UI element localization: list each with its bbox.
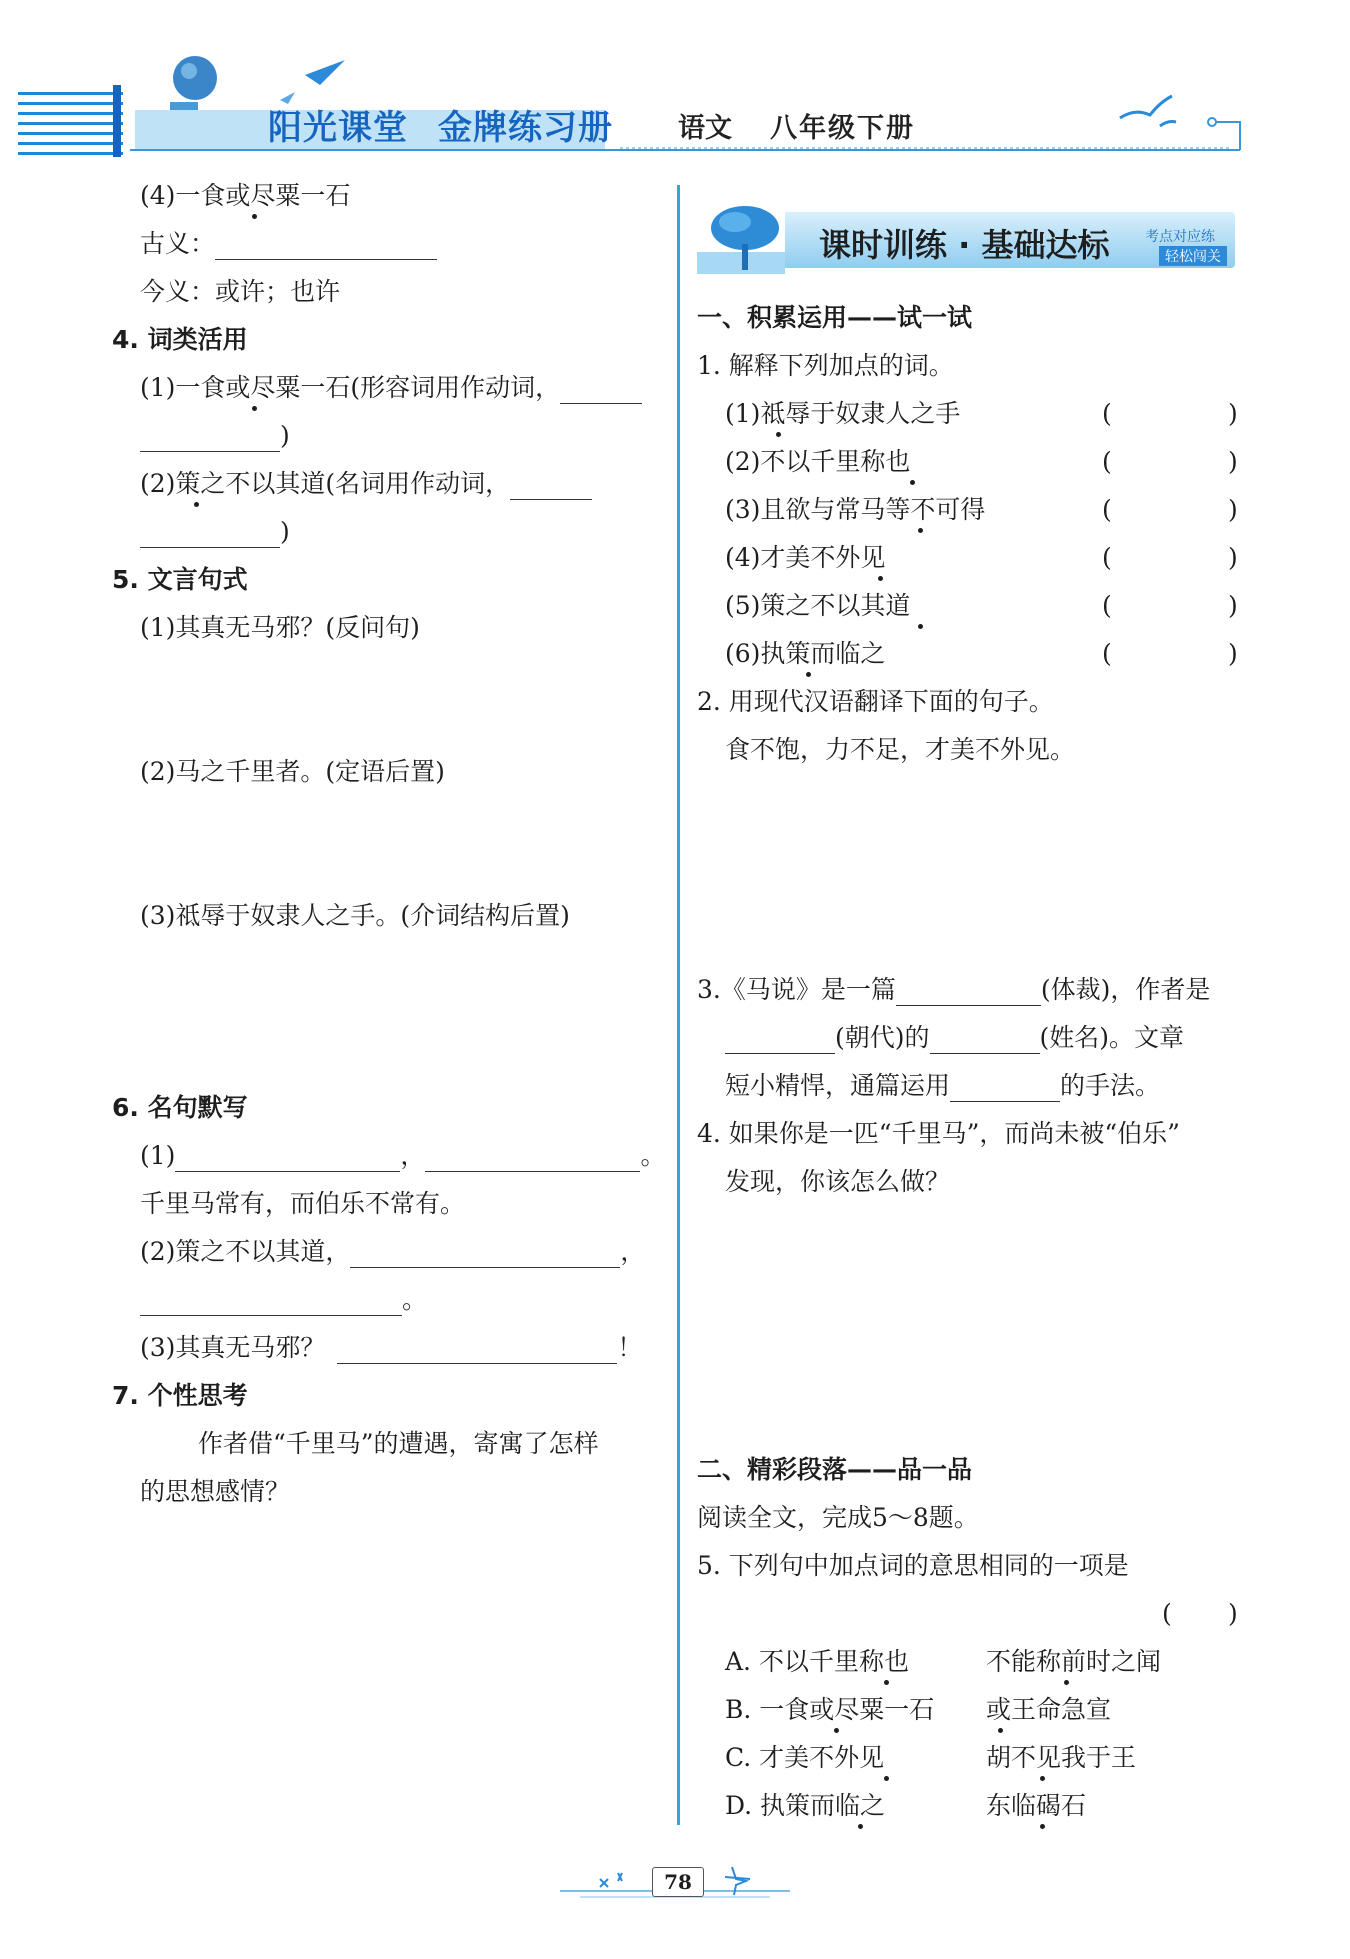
answer-paren-open[interactable]: ( — [1102, 495, 1112, 524]
answer-blank[interactable] — [337, 1337, 617, 1364]
answer-paren-open[interactable]: ( — [1162, 1599, 1172, 1628]
answer-blank[interactable] — [215, 233, 437, 260]
emphasis-dot — [252, 406, 257, 411]
page-footer — [540, 1855, 810, 1905]
q4-item4: (4)一食或尽粟一石 — [140, 181, 351, 210]
section-banner — [697, 200, 1237, 280]
r-q3-line1: 3.《马说》是一篇 (体裁)，作者是 — [697, 975, 1211, 1004]
q4-2: (2)策之不以其道(名词用作动词， — [140, 468, 592, 500]
answer-blank[interactable] — [140, 1289, 402, 1316]
emphasis-dot — [834, 1728, 839, 1733]
answer-paren-open[interactable]: ( — [1102, 591, 1112, 620]
q4-item4-gu: 古义： — [140, 228, 437, 260]
part2-intro: 阅读全文，完成5～8题。 — [697, 1503, 979, 1532]
answer-blank[interactable] — [950, 1075, 1060, 1102]
q6-2: (2)策之不以其道， ， — [140, 1237, 646, 1266]
q6-title: 6. 名句默写 — [112, 1093, 248, 1122]
answer-paren-close: ) — [1228, 399, 1238, 428]
option-d-left[interactable]: D. 执策而临之 — [725, 1791, 886, 1820]
answer-blank[interactable] — [425, 1145, 640, 1172]
answer-paren-close: ) — [1228, 543, 1238, 572]
brand-title: 阳光课堂 — [268, 108, 408, 148]
emphasis-dot — [878, 576, 883, 581]
q4-title: 4. 词类活用 — [112, 325, 248, 354]
q4-2-cont: ) — [140, 516, 290, 548]
emphasis-dot — [806, 672, 811, 677]
emphasis-dot — [910, 480, 915, 485]
r-q1-item5: (5)策之不以其道 — [725, 591, 911, 620]
q6-1: (1) ， 。 — [140, 1141, 666, 1170]
option-b-right: 或王命急宣 — [986, 1695, 1112, 1724]
answer-paren-close: ) — [1228, 639, 1238, 668]
option-b-left[interactable]: B. 一食或尽粟一石 — [725, 1695, 935, 1724]
r-q1-item3: (3)且欲与常马等不可得 — [725, 495, 986, 524]
answer-blank[interactable] — [140, 425, 280, 452]
r-q5-title: 5. 下列句中加点词的意思相同的一项是 — [697, 1551, 1129, 1580]
q4-1: (1)一食或尽粟一石(形容词用作动词， — [140, 372, 642, 404]
part1-title: 一、积累运用——试一试 — [697, 303, 973, 332]
banner-tag-top: 考点对应练 — [1145, 229, 1215, 245]
subject-label: 语文 — [678, 113, 732, 144]
answer-blank[interactable] — [140, 521, 280, 548]
page-number: 78 — [652, 1867, 704, 1897]
q5-title: 5. 文言句式 — [112, 565, 248, 594]
page-header — [0, 30, 1350, 160]
q5-2: (2)马之千里者。(定语后置) — [140, 757, 445, 786]
answer-blank[interactable] — [725, 1027, 835, 1054]
answer-paren-open[interactable]: ( — [1102, 447, 1112, 476]
q6-1-line: 千里马常有，而伯乐不常有。 — [140, 1189, 466, 1218]
q7-title: 7. 个性思考 — [112, 1381, 248, 1410]
emphasis-dot — [1040, 1776, 1045, 1781]
option-d-right: 东临碣石 — [986, 1791, 1087, 1820]
q4-1-cont: ) — [140, 420, 290, 452]
r-q3-line2: (朝代)的 (姓名)。文章 — [725, 1022, 1184, 1054]
emphasis-dot — [1040, 1824, 1045, 1829]
emphasis-dot — [858, 1824, 863, 1829]
answer-blank[interactable] — [896, 979, 1041, 1006]
r-q1-item1: (1)祗辱于奴隶人之手 — [725, 399, 961, 428]
answer-paren-close: ) — [1228, 591, 1238, 620]
emphasis-dot — [194, 502, 199, 507]
option-c-left[interactable]: C. 才美不外见 — [725, 1743, 885, 1772]
column-divider — [677, 185, 680, 1825]
emphasis-dot — [884, 1776, 889, 1781]
emphasis-dot — [918, 528, 923, 533]
option-a-right: 不能称前时之闻 — [986, 1647, 1162, 1676]
emphasis-dot — [998, 1728, 1003, 1733]
emphasis-dot — [884, 1680, 889, 1685]
q4-item4-jin: 今义：或许；也许 — [140, 277, 341, 306]
option-c-right: 胡不见我于王 — [986, 1743, 1137, 1772]
r-q4-line2: 发现，你该怎么做？ — [725, 1167, 951, 1196]
r-q3-line3: 短小精悍，通篇运用 的手法。 — [725, 1071, 1161, 1100]
answer-paren-close: ) — [1228, 447, 1238, 476]
emphasis-dot — [776, 432, 781, 437]
emphasis-dot — [1064, 1680, 1069, 1685]
grade-label: 八年级下册 — [770, 113, 915, 144]
answer-paren-open[interactable]: ( — [1102, 639, 1112, 668]
answer-blank[interactable] — [510, 473, 592, 500]
answer-paren-open[interactable]: ( — [1102, 399, 1112, 428]
r-q4-line1: 4. 如果你是一匹“千里马”，而尚未被“伯乐” — [697, 1119, 1180, 1148]
q7-line1: 作者借“千里马”的遭遇，寄寓了怎样 — [198, 1429, 599, 1458]
q5-3: (3)祗辱于奴隶人之手。(介词结构后置) — [140, 901, 570, 930]
banner-title: 课时训练 · 基础达标 — [819, 226, 1110, 264]
header-decoration — [0, 30, 1350, 160]
series-title: 金牌练习册 — [438, 108, 613, 148]
r-q2-sentence: 食不饱，力不足，才美不外见。 — [725, 735, 1076, 764]
answer-blank[interactable] — [560, 377, 642, 404]
q7-line2: 的思想感情？ — [140, 1477, 291, 1506]
r-q1-item4: (4)才美不外见 — [725, 543, 886, 572]
answer-paren-open[interactable]: ( — [1102, 543, 1112, 572]
part2-title: 二、精彩段落——品一品 — [697, 1455, 973, 1484]
answer-blank[interactable] — [350, 1241, 620, 1268]
emphasis-dot — [918, 624, 923, 629]
emphasis-dot — [252, 214, 257, 219]
r-q2-title: 2. 用现代汉语翻译下面的句子。 — [697, 687, 1054, 716]
q5-1: (1)其真无马邪？(反问句) — [140, 613, 420, 642]
q6-2-cont: 。 — [140, 1284, 427, 1316]
r-q1-item2: (2)不以千里称也 — [725, 447, 911, 476]
r-q1-item6: (6)执策而临之 — [725, 639, 886, 668]
banner-tag-bottom: 轻松闯关 — [1159, 246, 1227, 266]
answer-paren-close: ) — [1228, 495, 1238, 524]
r-q1-title: 1. 解释下列加点的词。 — [697, 351, 954, 380]
q6-3: (3)其真无马邪？ ！ — [140, 1333, 643, 1362]
option-a-left[interactable]: A. 不以千里称也 — [725, 1647, 909, 1676]
answer-paren-close: ) — [1228, 1599, 1238, 1628]
answer-blank[interactable] — [175, 1145, 400, 1172]
tree-icon — [697, 200, 787, 280]
answer-blank[interactable] — [930, 1027, 1040, 1054]
